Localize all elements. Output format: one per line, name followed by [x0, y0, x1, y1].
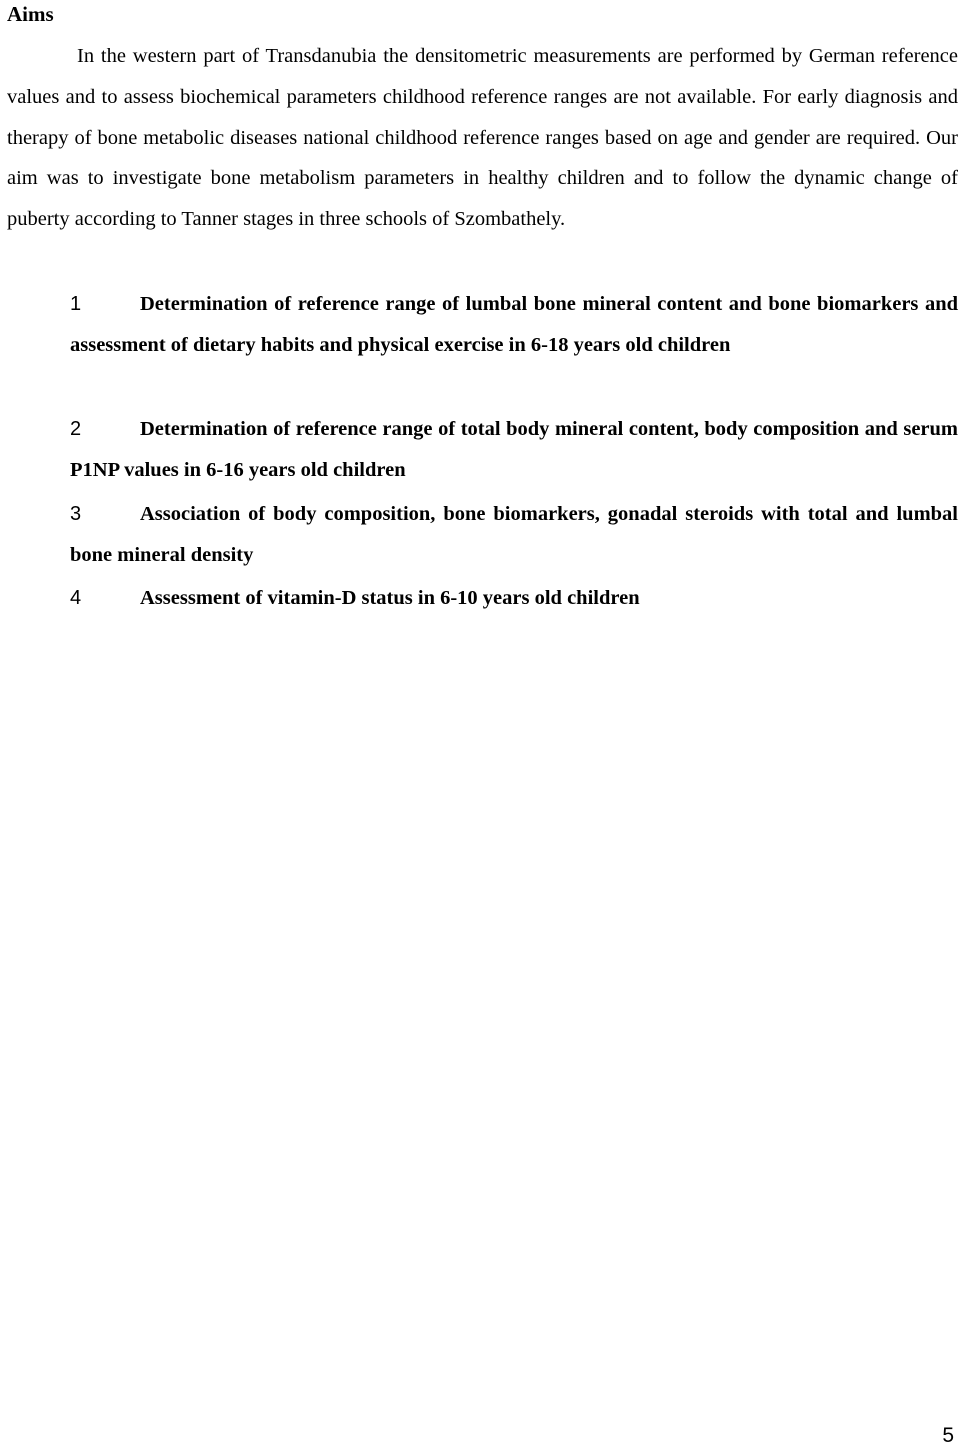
page-number: 5: [942, 1424, 954, 1447]
aim-number: 3: [70, 503, 82, 525]
aim-text: Determination of reference range of lumbal bone mineral content and bone biomarkers and assessment of dietary habits and physical exercise in 6-18 years old children: [70, 293, 958, 356]
aim-text: Determination of reference range of total body mineral content, body composition and serum P1NP values in 6-16 years old children: [70, 418, 958, 481]
aim-item: [70, 409, 958, 491]
aim-text: Assessment of vitamin-D status in 6-10 years old children: [140, 587, 640, 609]
section-heading: Aims: [7, 2, 54, 26]
aim-item: [70, 578, 958, 619]
aim-number: 2: [70, 418, 82, 440]
aim-item: [70, 494, 958, 576]
intro-paragraph: In the western part of Transdanubia the densitometric measurements are performed by German reference values and to assess biochemical parameters childhood reference ranges are not available. For early diagnosis and therapy of bone metabolic diseases national childhood reference ranges based on age and gender are required. Our aim was to investigate bone metabolism parameters in healthy children and to follow the dynamic change of puberty according to Tanner stages in three schools of Szombathely.: [7, 45, 958, 231]
aim-number: 1: [70, 293, 82, 315]
aim-item: [70, 284, 958, 366]
aim-text: Association of body composition, bone biomarkers, gonadal steroids with total and lumbal bone mineral density: [70, 503, 958, 566]
aim-number: 4: [70, 587, 82, 609]
